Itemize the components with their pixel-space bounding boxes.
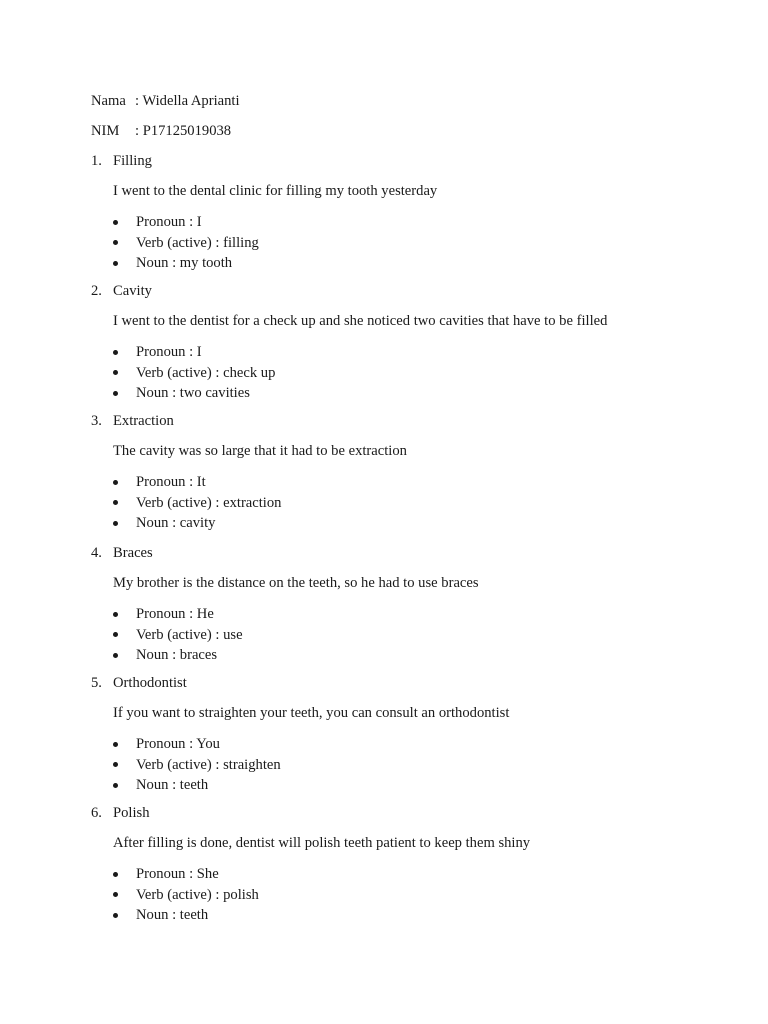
bullet-pronoun: Pronoun : I (113, 212, 731, 233)
item-sentence: The cavity was so large that it had to be extraction (113, 443, 407, 459)
bullet-noun: Noun : my tooth (113, 253, 731, 274)
bullet-pronoun: Pronoun : You (113, 734, 731, 755)
nim-row (91, 122, 231, 140)
bullet-noun: Noun : two cavities (113, 383, 731, 404)
bullet-verb: Verb (active) : use (113, 625, 731, 646)
bullet-dot-icon (113, 500, 118, 505)
item-term: Braces (113, 545, 153, 561)
bullet-dot-icon (113, 872, 118, 877)
bullet-dot-icon (113, 261, 118, 266)
item-sentence: My brother is the distance on the teeth, so he had to use braces (113, 575, 479, 591)
bullet-pronoun: Pronoun : I (113, 342, 731, 363)
bullet-dot-icon (113, 370, 118, 375)
bullet-verb: Verb (active) : extraction (113, 493, 731, 514)
bullet-dot-icon (113, 632, 118, 637)
item-title (91, 804, 731, 822)
item-number: 1. (91, 153, 102, 169)
bullet-pronoun: Pronoun : He (113, 604, 731, 625)
bullet-dot-icon (113, 350, 118, 355)
item-title (91, 674, 731, 692)
item-title (91, 152, 731, 170)
item-title (91, 412, 731, 430)
item-sentence: I went to the dentist for a check up and she noticed two cavities that have to be filled (113, 313, 608, 329)
item-bullets (91, 864, 731, 926)
list-item (91, 674, 731, 796)
bullet-verb: Verb (active) : filling (113, 233, 731, 254)
list-item (91, 804, 731, 926)
item-sentence: I went to the dental clinic for filling my tooth yesterday (113, 183, 438, 199)
bullet-verb: Verb (active) : straighten (113, 755, 731, 776)
name-value: : Widella Aprianti (135, 93, 240, 109)
item-term: Orthodontist (113, 675, 187, 691)
bullet-dot-icon (113, 391, 118, 396)
item-bullets (91, 342, 731, 404)
list-item (91, 412, 731, 534)
item-sentence: After filling is done, dentist will polish teeth patient to keep them shiny (113, 835, 531, 851)
bullet-dot-icon (113, 892, 118, 897)
bullet-verb: Verb (active) : check up (113, 363, 731, 384)
item-term: Extraction (113, 413, 174, 429)
name-label: Nama (91, 93, 126, 109)
list-item (91, 152, 731, 274)
bullet-noun: Noun : teeth (113, 905, 731, 926)
bullet-pronoun: Pronoun : She (113, 864, 731, 885)
item-number: 2. (91, 283, 102, 299)
item-bullets (91, 604, 731, 666)
bullet-dot-icon (113, 653, 118, 658)
bullet-dot-icon (113, 521, 118, 526)
name-row (91, 92, 240, 110)
bullet-dot-icon (113, 480, 118, 485)
bullet-dot-icon (113, 783, 118, 788)
item-term: Cavity (113, 283, 152, 299)
list-item (91, 544, 731, 666)
nim-value: : P17125019038 (135, 123, 232, 139)
item-bullets (91, 212, 731, 274)
bullet-dot-icon (113, 612, 118, 617)
bullet-pronoun: Pronoun : It (113, 472, 731, 493)
item-title (91, 282, 731, 300)
bullet-verb: Verb (active) : polish (113, 885, 731, 906)
item-bullets (91, 734, 731, 796)
bullet-dot-icon (113, 220, 118, 225)
bullet-dot-icon (113, 240, 118, 245)
bullet-noun: Noun : teeth (113, 775, 731, 796)
bullet-noun: Noun : braces (113, 645, 731, 666)
item-number: 6. (91, 805, 102, 821)
item-number: 5. (91, 675, 102, 691)
item-number: 3. (91, 413, 102, 429)
item-title (91, 544, 731, 562)
item-bullets (91, 472, 731, 534)
bullet-dot-icon (113, 762, 118, 767)
bullet-dot-icon (113, 742, 118, 747)
bullet-dot-icon (113, 913, 118, 918)
item-sentence: If you want to straighten your teeth, you can consult an orthodontist (113, 705, 510, 721)
list-item (91, 282, 731, 404)
nim-label: NIM (91, 123, 120, 139)
item-number: 4. (91, 545, 102, 561)
item-term: Filling (113, 153, 152, 169)
item-term: Polish (113, 805, 150, 821)
bullet-noun: Noun : cavity (113, 513, 731, 534)
